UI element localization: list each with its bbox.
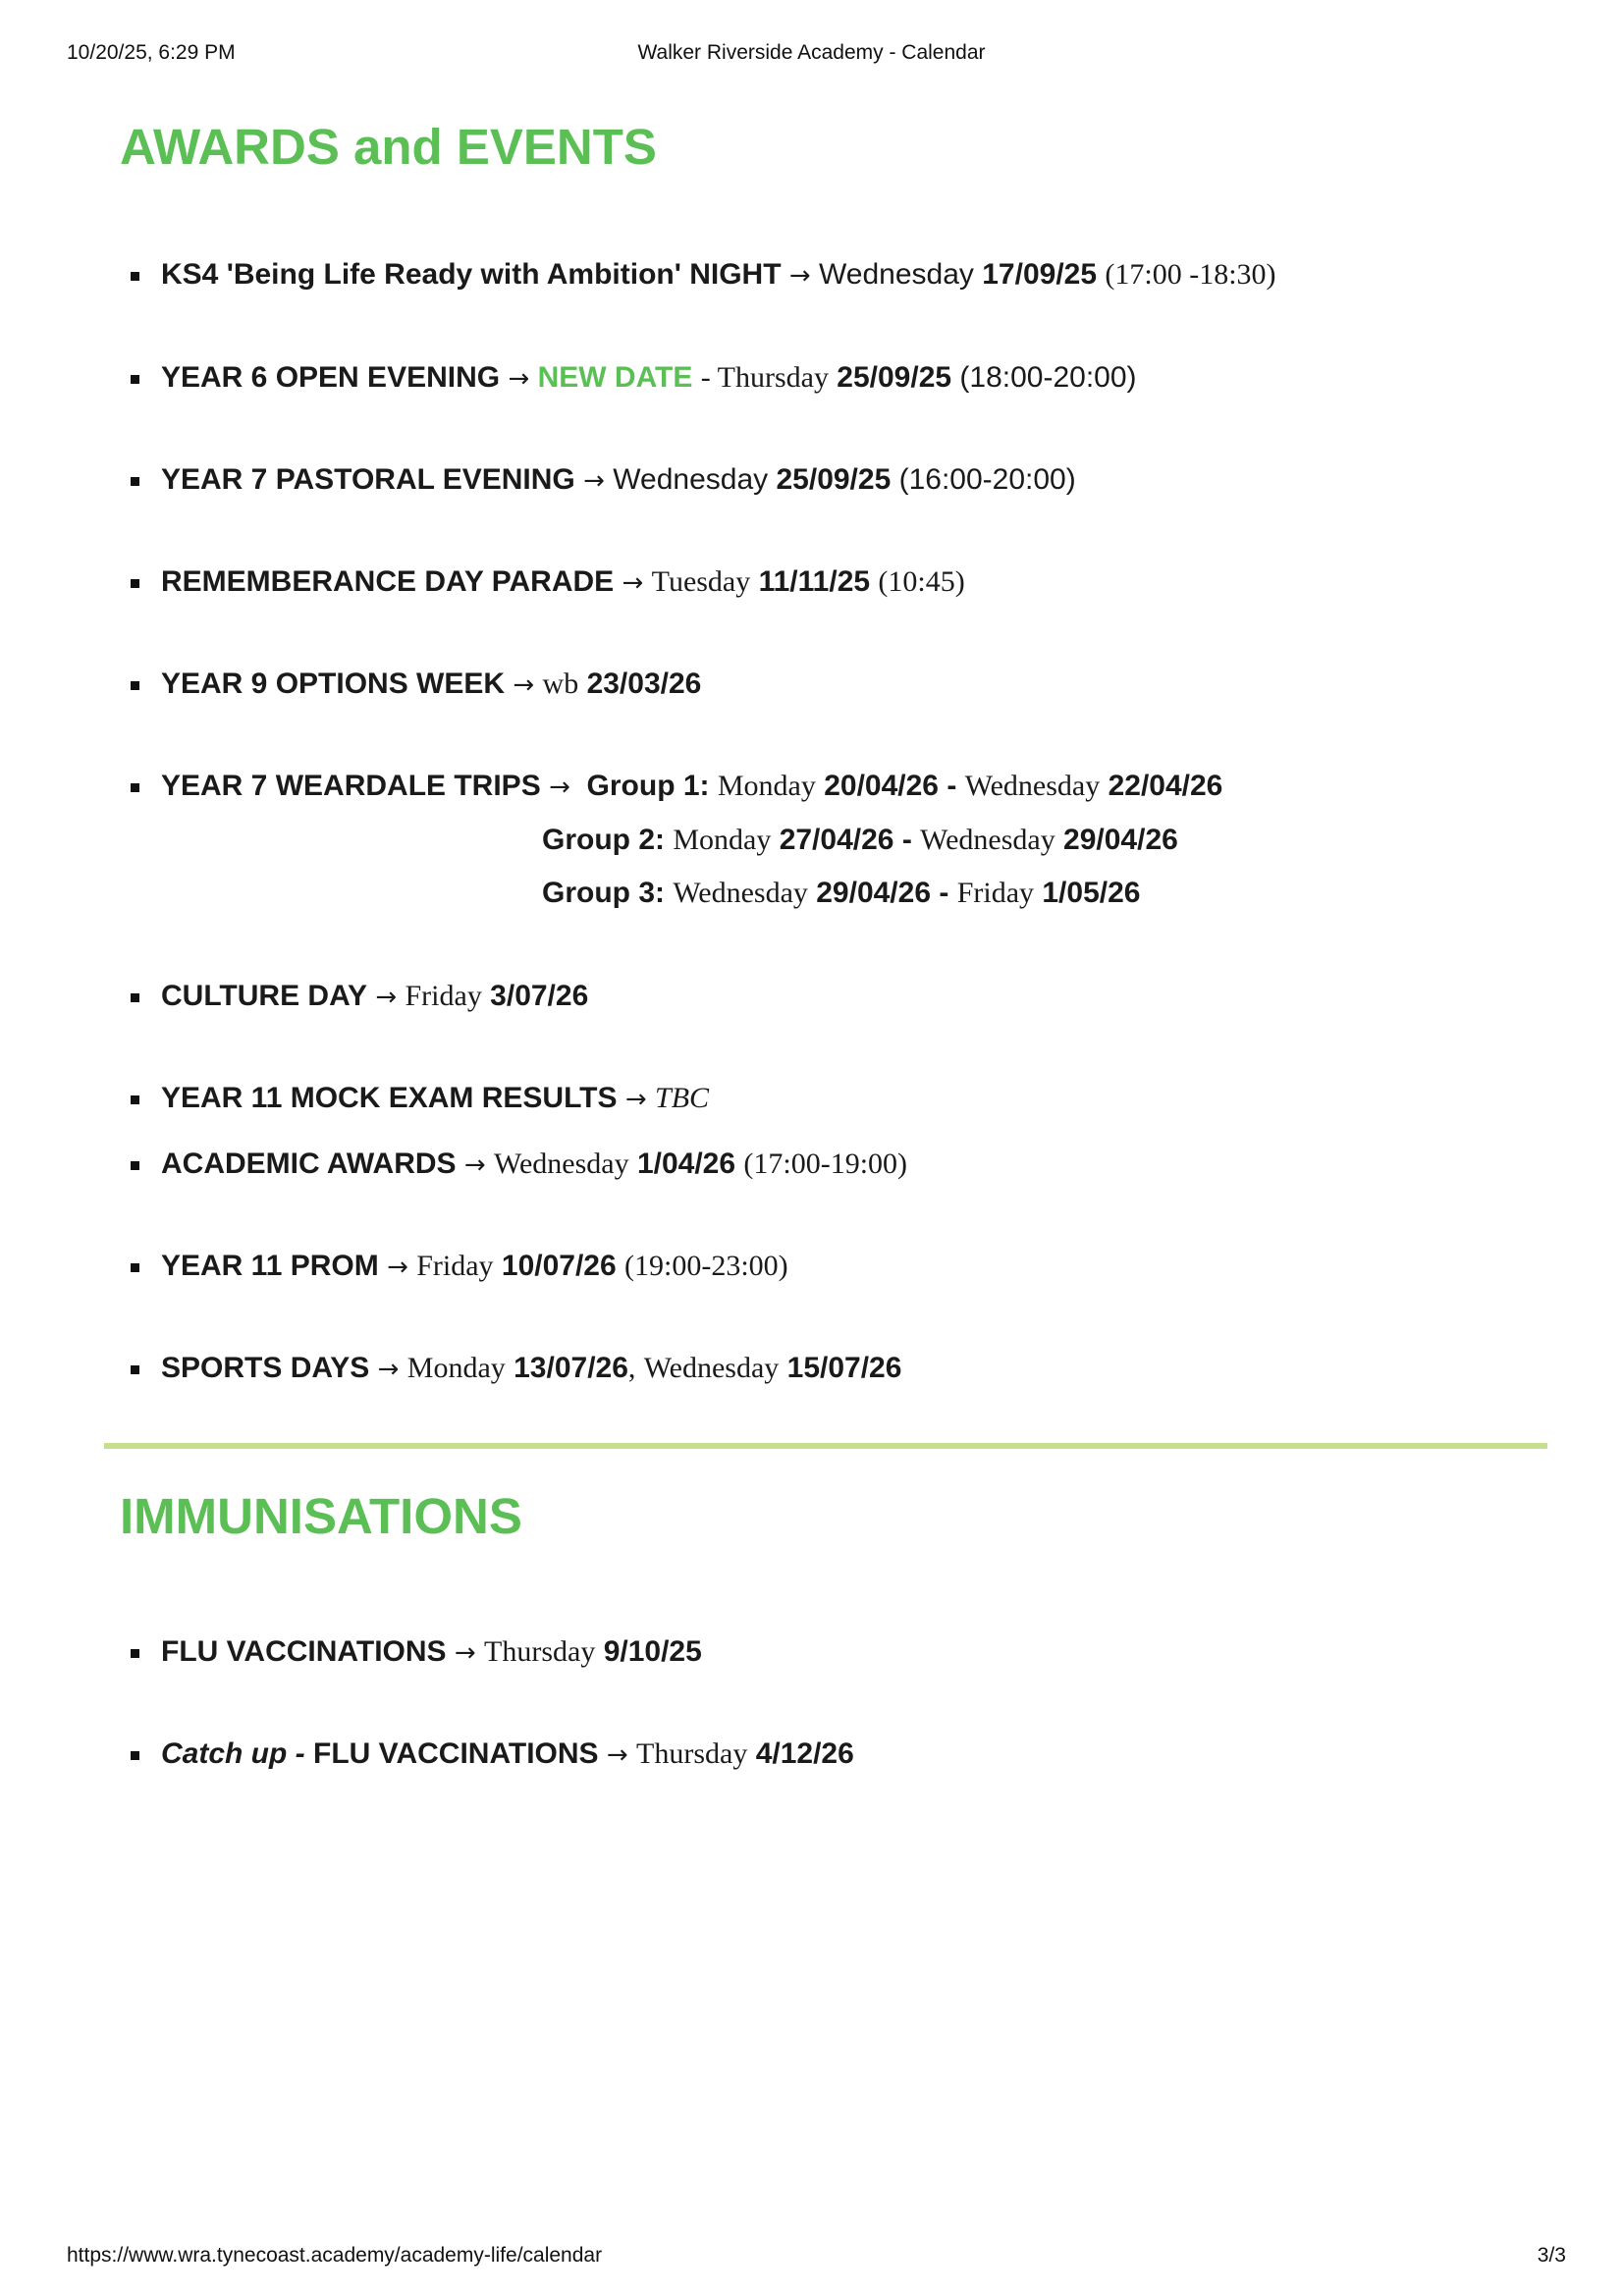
group-name: Group 1: — [586, 770, 710, 802]
list-item-academic-awards — [161, 1147, 907, 1183]
list-item-year7-pastoral-evening — [161, 462, 1076, 499]
print-url: https://www.wra.tynecoast.academy/academy-life/calendar — [67, 2244, 603, 2267]
event-label: YEAR 9 OPTIONS WEEK — [161, 667, 506, 700]
event-label: YEAR 7 PASTORAL EVENING — [161, 463, 575, 496]
group-start-date: 27/04/26 — [779, 824, 894, 856]
event-time: (16:00-20:00) — [898, 463, 1076, 496]
list-item-remembrance-parade — [161, 564, 965, 601]
group-name: Group 3: — [542, 877, 665, 909]
event-label: SPORTS DAYS — [161, 1352, 370, 1384]
list-item-year11-mock-results — [161, 1081, 709, 1117]
event-day: Thursday — [484, 1635, 596, 1668]
arrow-icon: → — [583, 466, 605, 496]
arrow-icon: → — [788, 261, 811, 291]
weardale-group-2 — [542, 823, 1178, 858]
arrow-icon: → — [606, 1740, 628, 1770]
arrow-icon: → — [508, 364, 530, 394]
event-day: Friday — [405, 980, 482, 1012]
arrow-icon: → — [387, 1253, 408, 1282]
event-date: 4/12/26 — [755, 1737, 854, 1770]
event-day: wb — [542, 667, 579, 700]
arrow-icon: → — [513, 670, 535, 700]
group-start-date: 29/04/26 — [816, 877, 932, 909]
awards-heading: AWARDS and EVENTS — [120, 119, 657, 175]
event-day: Tuesday — [651, 565, 751, 598]
event-label: KS4 'Being Life Ready with Ambition' NIGHT — [161, 258, 782, 291]
event-label: FLU VACCINATIONS — [161, 1635, 447, 1668]
group-end-date: 22/04/26 — [1108, 770, 1223, 802]
list-item-year6-open-evening — [161, 360, 1137, 397]
event-day: Monday — [406, 1352, 506, 1384]
new-date-note: NEW DATE — [537, 361, 693, 394]
event-time: (18:00-20:00) — [959, 361, 1137, 394]
event-date: 25/09/25 — [837, 361, 952, 394]
group-start-day: Wednesday — [673, 877, 808, 909]
event-day: Wednesday — [613, 463, 769, 496]
group-dash: - — [939, 877, 949, 909]
event-time: (17:00-19:00) — [743, 1148, 908, 1180]
event-label: FLU VACCINATIONS — [313, 1737, 599, 1770]
section-divider — [104, 1443, 1547, 1449]
event-label: CULTURE DAY — [161, 980, 368, 1012]
list-item-culture-day — [161, 979, 588, 1015]
arrow-icon: → — [377, 1355, 400, 1384]
list-item-year9-options-week — [161, 667, 701, 703]
event-date: 23/03/26 — [586, 667, 702, 700]
event-day: Wednesday — [494, 1148, 629, 1180]
group-end-date: 29/04/26 — [1063, 824, 1178, 856]
list-item-catch-up-flu — [161, 1736, 854, 1773]
event-date: 25/09/25 — [776, 463, 892, 496]
arrow-icon: → — [463, 1150, 486, 1180]
immunisations-heading: IMMUNISATIONS — [120, 1488, 522, 1544]
event-label: YEAR 6 OPEN EVENING — [161, 361, 501, 394]
event-tbc: TBC — [655, 1082, 710, 1114]
event-label: YEAR 11 PROM — [161, 1250, 379, 1282]
event-prefix: Catch up - — [161, 1737, 305, 1770]
event-time: (10:45) — [878, 565, 965, 598]
event-label: ACADEMIC AWARDS — [161, 1148, 457, 1180]
arrow-icon: → — [622, 568, 644, 598]
event-day: Thursday — [636, 1737, 748, 1770]
event-date-2: 15/07/26 — [786, 1352, 902, 1384]
group-start-day: Monday — [717, 770, 816, 802]
arrow-icon: → — [624, 1085, 647, 1114]
event-date: 13/07/26 — [514, 1352, 628, 1384]
group-start-day: Monday — [673, 824, 772, 856]
arrow-icon: → — [375, 983, 398, 1012]
group-dash: - — [947, 770, 957, 802]
list-item-ks4-night — [161, 257, 1276, 294]
event-date: 3/07/26 — [490, 980, 589, 1012]
event-date: 17/09/25 — [982, 258, 1098, 291]
event-day-2: Wednesday — [643, 1352, 780, 1384]
event-label: REMEMBERANCE DAY PARADE — [161, 565, 615, 598]
group-end-day: Friday — [956, 877, 1035, 909]
event-date: 11/11/25 — [758, 565, 871, 598]
print-datetime: 10/20/25, 6:29 PM — [67, 41, 236, 64]
event-date: 10/07/26 — [501, 1250, 617, 1282]
event-label: YEAR 7 WEARDALE TRIPS — [161, 770, 541, 802]
group-name: Group 2: — [542, 824, 665, 856]
print-page-title: Walker Riverside Academy - Calendar — [637, 41, 986, 64]
group-end-date: 1/05/26 — [1042, 877, 1141, 909]
group-end-day: Wednesday — [964, 770, 1101, 802]
group-dash: - — [901, 824, 912, 856]
event-time: (19:00-23:00) — [624, 1250, 788, 1282]
weardale-group-3 — [542, 876, 1140, 911]
list-item-year11-prom — [161, 1249, 788, 1285]
event-label: YEAR 11 MOCK EXAM RESULTS — [161, 1082, 618, 1114]
page-number: 3/3 — [1537, 2244, 1566, 2267]
event-day: Wednesday — [819, 258, 974, 291]
date-separator: , — [627, 1352, 636, 1384]
group-start-date: 20/04/26 — [824, 770, 939, 802]
event-day: Friday — [416, 1250, 494, 1282]
arrow-icon: → — [549, 773, 570, 802]
list-item-year7-weardale-trips — [161, 769, 1222, 805]
event-date: 9/10/25 — [603, 1635, 702, 1668]
list-item-flu-vaccinations — [161, 1634, 702, 1671]
event-date: 1/04/26 — [636, 1148, 736, 1180]
event-day: - Thursday — [700, 361, 829, 394]
arrow-icon: → — [454, 1638, 476, 1668]
group-end-day: Wednesday — [920, 824, 1055, 856]
event-time: (17:00 -18:30) — [1105, 258, 1276, 291]
list-item-sports-days — [161, 1351, 901, 1387]
